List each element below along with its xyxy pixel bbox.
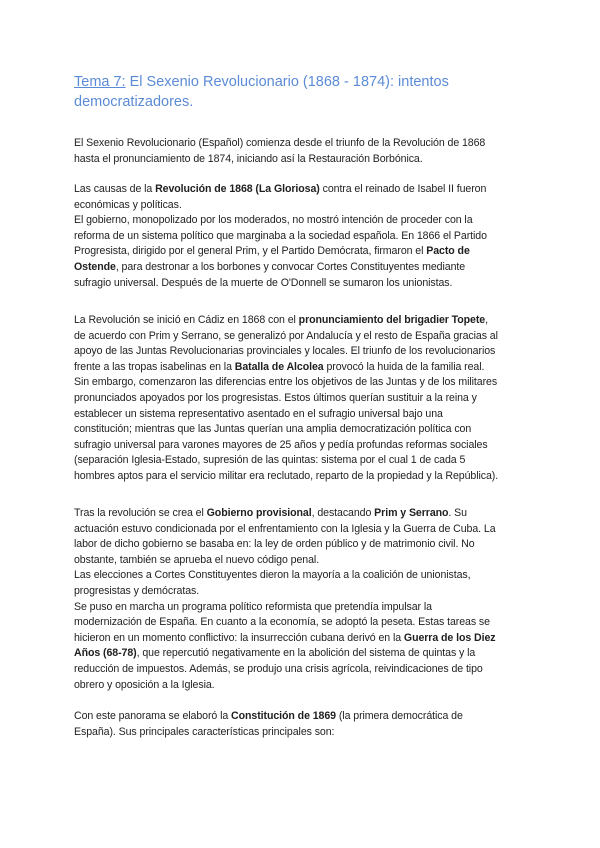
text-line: Años (68-78), que repercutió negativamente en la abolición del sistema de quintas y la bbox=[74, 647, 476, 660]
page-title bbox=[74, 72, 514, 112]
text-line: sufragio universal. Después de la muerte de O'Donnell se sumaron los unionistas. bbox=[74, 276, 453, 289]
text-line: Sin embargo, comenzaron las diferencias entre los objetivos de las Juntas y de los militares bbox=[74, 376, 498, 389]
text-line: Ostende, para destronar a los borbones y convocar Cortes Constituyentes mediante bbox=[74, 260, 466, 273]
title-line-1 bbox=[74, 72, 514, 92]
text-line: obstante, también se aprueba el nuevo código penal. bbox=[74, 553, 320, 566]
bold-term: Pacto de bbox=[426, 245, 470, 258]
text-line: obrero y oposición a la Iglesia. bbox=[74, 678, 215, 691]
paragraph-causes bbox=[74, 182, 534, 291]
text-line: reducción de impuestos. Además, se produjo una crisis agrícola, reivindicaciones de tipo bbox=[74, 662, 483, 675]
bold-term: Guerra de los Diez bbox=[403, 631, 496, 644]
text-line: El Sexenio Revolucionario (Español) comienza desde el triunfo de la Revolución de 1868 bbox=[74, 137, 486, 149]
text-line: Las causas de la Revolución de 1868 (La Gloriosa) contra el reinado de Isabel II fueron bbox=[74, 183, 487, 195]
text-line: Con este panorama se elaboró la Constitución de 1869 (la primera democrática de bbox=[74, 710, 463, 722]
text-line: Se puso en marcha un programa político reformista que pretendía impulsar la bbox=[74, 600, 432, 613]
text-line: apoyo de las Juntas Revolucionarias provinciales y locales. El triunfo de los revolucionarios bbox=[74, 345, 496, 358]
text-line: labor de dicho gobierno se basaba en: la ley de orden público y de matrimonio civil. No bbox=[74, 538, 475, 551]
bold-term: Prim y Serrano bbox=[374, 507, 449, 519]
bold-term: Batalla de Alcolea bbox=[234, 360, 324, 373]
bold-term: Ostende bbox=[74, 260, 116, 273]
text-line: España). Sus principales características principales son: bbox=[74, 725, 335, 738]
bold-term: Constitución de 1869 bbox=[231, 710, 336, 722]
text-line: Progresista, dirigido por el general Prim, y el Partido Demócrata, firmaron el Pacto de bbox=[74, 245, 470, 258]
text-line: La Revolución se inició en Cádiz en 1868 con el pronunciamiento del brigadier Topete, bbox=[74, 314, 488, 326]
text-line: Las elecciones a Cortes Constituyentes dieron la mayoría a la coalición de unionistas, bbox=[74, 569, 471, 582]
text-line: hasta el pronunciamiento de 1874, iniciando así la Restauración Borbónica. bbox=[74, 152, 423, 165]
text-line: hicieron en un momento conflictivo: la insurrección cubana derivó en la Guerra de los Diez bbox=[74, 631, 496, 644]
paragraph-constitution bbox=[74, 709, 534, 740]
text-line: modernización de España. En cuanto a la economía, se adoptó la peseta. Estas tareas se bbox=[74, 616, 490, 629]
text-line: frente a las tropas isabelinas en la Batalla de Alcolea provocó la huida de la familia real. bbox=[74, 360, 485, 373]
paragraph-government bbox=[74, 506, 534, 693]
text-line: actuación estuvo condicionada por el enfrentamiento con la Iglesia y la Guerra de Cuba. La bbox=[74, 522, 496, 535]
text-line: constitución; mientras que las Juntas querían una amplia democratización política con bbox=[74, 423, 472, 436]
text-line: Tras la revolución se crea el Gobierno provisional, destacando Prim y Serrano. Su bbox=[74, 507, 467, 519]
paragraph-revolution bbox=[74, 313, 534, 485]
bold-term: pronunciamiento del brigadier Topete bbox=[298, 314, 486, 326]
text-line: pronunciados apoyados por los progresistas. Estos últimos querían sustituir a la reina y bbox=[74, 391, 477, 404]
text-line: reforma de un sistema político que marginaba a la sociedad española. En 1866 el Partido bbox=[74, 229, 487, 242]
text-line: establecer un sistema representativo asentado en el sufragio universal bajo una bbox=[74, 407, 443, 420]
title-line-2: democratizadores. bbox=[74, 94, 194, 110]
bold-term: Años (68-78) bbox=[74, 647, 137, 660]
text-line: hombres aptos para el servicio militar era reclutado, reparto de la propiedad y la República). bbox=[74, 469, 499, 482]
text-line: (separación Iglesia-Estado, supresión de las quintas: sistema por el cual 1 de cada 5 bbox=[74, 454, 466, 467]
text-line: sufragio universal para varones mayores de 25 años y pedía profundas reformas sociales bbox=[74, 438, 488, 451]
title-text: El Sexenio Revolucionario (1868 - 1874): intentos bbox=[125, 74, 449, 90]
bold-term: Gobierno provisional bbox=[206, 507, 312, 519]
text-line: progresistas y demócratas. bbox=[74, 584, 200, 597]
text-line: El gobierno, monopolizado por los moderados, no mostró intención de proceder con la bbox=[74, 214, 473, 227]
bold-term: Revolución de 1868 (La Gloriosa) bbox=[155, 183, 320, 195]
paragraph-intro bbox=[74, 136, 534, 167]
title-number: Tema 7: bbox=[74, 74, 126, 90]
text-line: de acuerdo con Prim y Serrano, se generalizó por Andalucía y el resto de España gracias al bbox=[74, 329, 498, 342]
text-line: económicas y políticas. bbox=[74, 198, 182, 211]
